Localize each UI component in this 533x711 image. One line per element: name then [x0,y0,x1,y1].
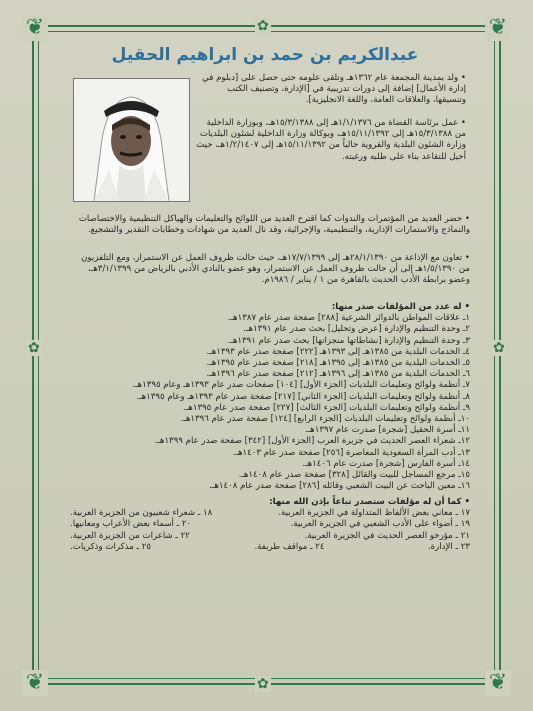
list-item: ٧ـ أنظمة ولوائح وتعليمات البلديات [الجزء الأول] [١٠٤] صفحات صدر عام ١٣٩٣هـ وعام ١٣٩٥هـ. [132,380,470,391]
list-item: ١ـ علاقات المواطن بالدوائر الشرعية [٢٨٨] صفحة صدر عام ١٣٨٧هـ. [227,313,470,324]
list-item: ٥ـ الخدمات البلدية من ١٣٨٥هـ إلى ١٣٩٥هـ [٢١٨] صفحة صدر عام ١٣٩٥هـ. [206,358,470,369]
author-name-title: عبدالكريم بن حمد بن ابراهيم الحقيل [111,45,419,65]
bio-paragraph-2: • عمل برئاسة القضاة من ١/١/١٣٧٦هـ إلى ١٥/٣/١٣٨٨هـ، وبوزارة الداخلية من ١٥/٣/١٣٨٨هـ إلى ١٥/١١/١٣٩٢هـ، وبوكالة وزارة الداخلية لشئون البلديات وزارة الشئون البلدية والقروية حالياً من ١٥/١١/١٣٩٢هـ إلى ١/٢/١٤٠٧هـ، حيث أحيل للتقاعد بناء على طلبه ورغبته. [196,118,466,162]
bio-paragraph-4: • تعاون مع الإذاعة من ٢٨/١/١٣٩٠هـ إلى ١٧/٧/١٣٩٩هـ، حيث حالت ظروف العمل عن الاستمرار، ومع التلفزيون من ١/٥/١٣٩٠هـ إلى أن حالت ظروف العمل عن الاستمرار، وهو عضو بالنادي الأدبي بالرياض من ٣/١/١٣٩٩هـ، وعضو برابطة الأدب الحديث بالقاهرة من ١ / يناير / ١٩٨٦م. [81,253,470,286]
list-item: ٢٣ ـ الإدارة. ٢٤ ـ مواقف طريفة. ٢٥ ـ مذكرات وذكريات. [70,541,470,552]
list-item: ١١ـ أسرة الحقيل [شجرة] صدرت عام ١٣٩٧هـ. [304,425,470,436]
list-item: ٦ـ الخدمات البلدية من ١٣٨٥هـ إلى ١٣٩٦هـ [٢١٢] صفحة صدر عام ١٣٩٦هـ. [206,369,470,380]
left-center-ornament: ✿ [28,340,40,356]
author-portrait [73,78,190,202]
list-item: ٣ـ وحدة التنظيم والإدارة [نشاطاتها منجزاتها] بحث صدر عام ١٣٩١هـ. [227,335,470,346]
list-item: ٩ـ أنظمة ولوائح وتعليمات البلديات [الجزء الثالث] [٢٢٧] صفحة صدر عام ١٣٩٥هـ. [183,402,470,413]
bottom-center-ornament: ✿ [257,676,269,692]
corner-ornament-top-right: ❦ [485,15,511,41]
corner-ornament-top-left: ❦ [22,15,48,41]
bio-paragraph-3: • حضر العديد من المؤتمرات والندوات كما اقترح العديد من اللوائح والتعليمات والهياكل التنظيمية والاختصاصات والنماذج والاستمارات الإدارية، والتنظيمية، والإجرائية، وقد نال العديد من شهادات وخطابات التقدير والتشجيع. [78,214,470,236]
list-item: ١٤ـ أسرة الفارس [شجرة] صدرت عام ١٤٠٦هـ. [302,458,470,469]
right-center-ornament: ✿ [493,340,505,356]
list-item: ١٣ـ أدب المرأة السعودية المعاصرة [٢٥٦] صفحة صدر عام ١٤٠٣هـ. [232,447,470,458]
list-item: ٢١ ـ مؤرخو العصر الحديث في الجزيرة العربية. ٢٢ ـ شاعرات من الجزيرة العربية. [70,530,470,541]
upcoming-heading: • كما أن له مؤلفات ستصدر تباعاً بإذن الله منها: [269,497,470,507]
top-center-ornament: ✿ [257,18,269,34]
corner-ornament-bottom-left: ❦ [22,670,48,696]
list-item: ١٠ـ أنظمة ولوائح وتعليمات البلديات [الجزء الرابع] [١٢٤] صفحة صدر عام ١٣٩٦هـ. [180,414,470,425]
list-item: ٤ـ الخدمات البلدية من ١٣٨٥هـ إلى ١٣٩٣هـ [٢٢٢] صفحة صدر عام ١٣٩٣هـ. [206,346,470,357]
bio-paragraph-1: • ولد بمدينة المجمعة عام ١٣٦٢هـ وتلقى علومه حتى حصل على [دبلوم في إدارة الأعمال] إضافة إلى دورات تدريبية في [الإدارة، وتصنيف الكتب وتنسيقها، والعلاقات العامة، واللغة الانجليزية]. [202,73,466,106]
upcoming-works-section [70,497,470,553]
published-heading: • له عدد من المؤلفات صدر منها: [331,302,470,312]
list-item: ١٥ـ مرجع المساجل للبيت والقائل [٣٢٨] صفحة صدر عام ١٤٠٨هـ. [238,470,470,481]
list-item: ١٩ ـ أضواء على الأدب الشعبي في الجزيرة العربية. ٢٠ ـ أسماء بعض الأعراب ومعانيها. [70,519,470,530]
list-item: ٨ـ أنظمة ولوائح وتعليمات البلديات [الجزء الثاني] [٢١٧] صفحة صدر عام ١٣٩٣هـ وعام ١٣٩٥هـ. [136,391,470,402]
corner-ornament-bottom-right: ❦ [485,670,511,696]
portrait-drawing [74,79,189,201]
published-works-section [70,302,470,492]
list-item: ١٦ـ معين الباحث عن البيت الشعبي وقائله [٢٨٦] صفحة صدر عام ١٤٠٨هـ. [209,481,470,492]
list-item: ٢ـ وحدة التنظيم والإدارة [عرض وتحليل] بحث صدر عام ١٣٩١هـ. [243,324,470,335]
list-item: ١٢ـ شعراء العصر الحديث في جزيرة العرب [الجزء الأول] [٣٤٢] صفحة صدر عام ١٣٩٩هـ. [154,436,470,447]
list-item: ١٧ ـ معاني بعض الألفاظ المتداولة في الجزيرة العربية. ١٨ ـ شعراء شعبيون من الجزيرة العربية. [70,508,470,519]
